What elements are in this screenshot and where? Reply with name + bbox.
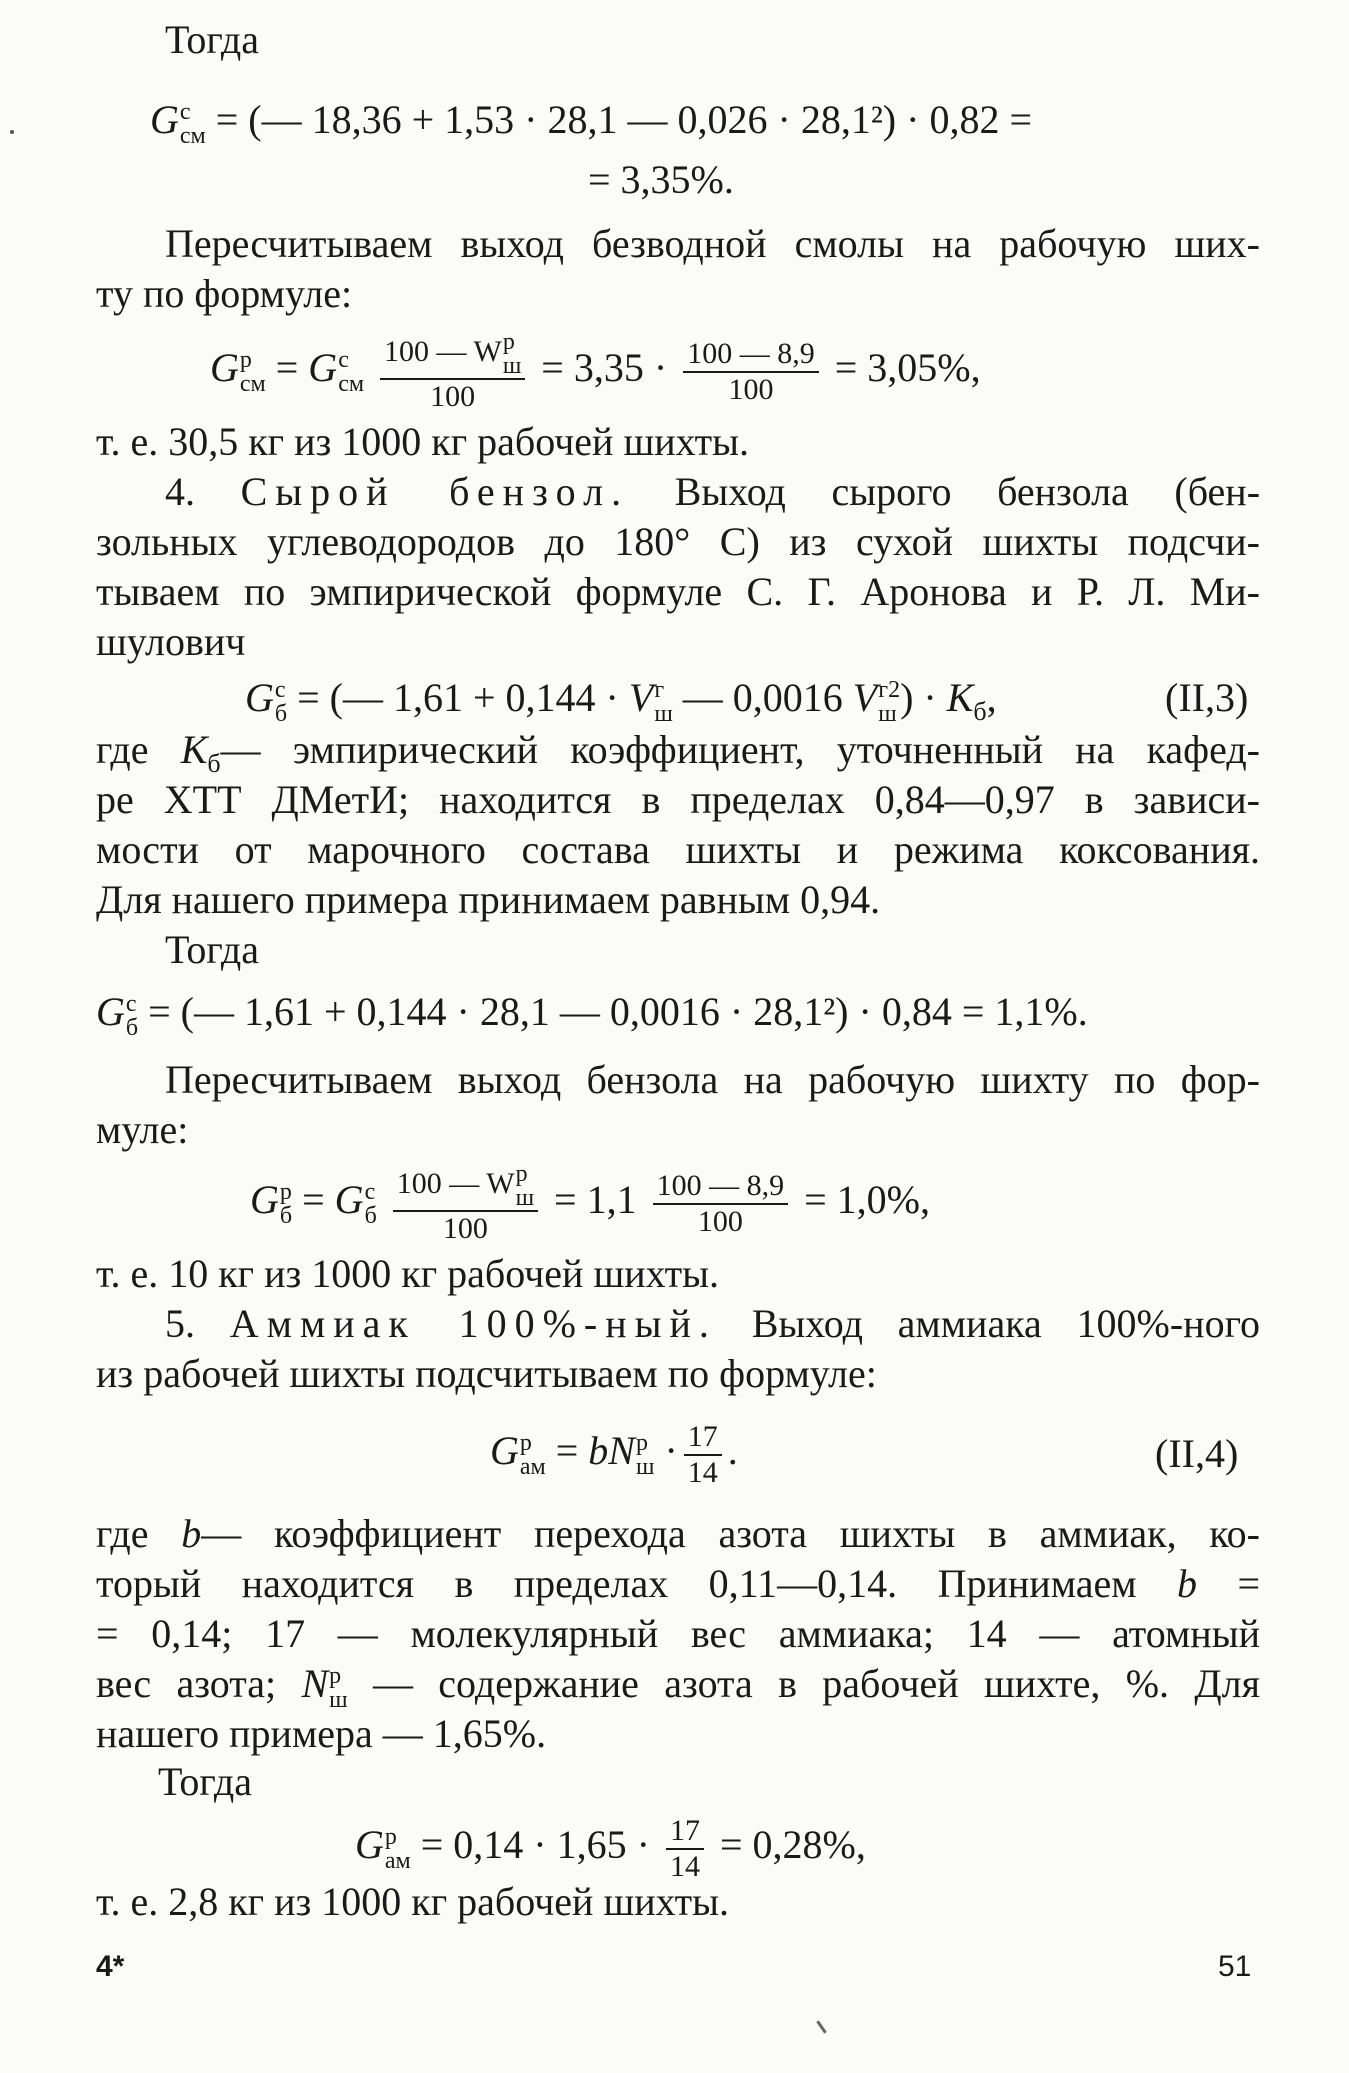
superscript: р (329, 1662, 342, 1689)
symbol-g: G (308, 344, 338, 390)
symbol-v: V (628, 675, 654, 720)
paragraph-line (96, 1662, 1260, 1712)
scan-speck (816, 2020, 826, 2033)
formula-tar-dry (150, 98, 1032, 148)
fraction (380, 330, 525, 414)
section-title: Аммиак 100%-ный. (229, 1301, 717, 1346)
fraction (683, 337, 819, 406)
superscript: с (179, 98, 191, 125)
subscript: б (207, 749, 221, 778)
section-number: 5. (165, 1301, 195, 1346)
numerator: 100 — 8,9 (687, 337, 815, 371)
formula-body: = (— 1,61 + 0,144 · 28,1 — 0,0016 · 28,1²) · 0,84 = 1,1%. (148, 989, 1088, 1034)
paragraph-text: где (96, 727, 149, 772)
subscript: б (274, 700, 288, 727)
denominator: 14 (684, 1454, 722, 1490)
formula-part: = (555, 1427, 579, 1473)
text-line: Тогда (158, 1759, 252, 1804)
superscript: р (519, 1429, 532, 1456)
symbol-g: G (355, 1821, 384, 1867)
paragraph-line: тываем по эмпирической формуле С. Г. Аронова и Р. Л. Ми- (96, 569, 1260, 614)
paragraph-line: ре ХТТ ДМетИ; находится в пределах 0,84—0,97 в зависи- (96, 777, 1260, 822)
formula-benzol-dry: G с б = (— 1,61 + 0,144 · V г ш — 0,0016 V г2 ш ) · $K_б$, (245, 675, 997, 727)
formula-result: = 3,35%. (588, 157, 734, 202)
superscript: р (239, 346, 252, 373)
superscript: с (125, 990, 137, 1017)
symbol-g: G (150, 97, 179, 142)
subscript: см (239, 370, 266, 397)
signature-mark: 4* (96, 1950, 125, 1983)
superscript: г (654, 676, 665, 703)
paragraph-line (96, 1512, 1260, 1557)
superscript: р (279, 1178, 292, 1205)
paragraph-text: торый находится в пределах 0,11—0,14. Принимаем (96, 1561, 1137, 1606)
superscript: р (635, 1429, 648, 1456)
numerator: 100 — 8,9 (656, 1169, 785, 1203)
paragraph-line: т. е. 30,5 кг из 1000 кг рабочей шихты. (96, 419, 750, 464)
formula-part: = 0,14 · 1,65 · (420, 1821, 650, 1867)
subscript: б (973, 697, 987, 726)
subscript: б (125, 1014, 139, 1041)
equation-number: (II,3) (1165, 675, 1249, 720)
symbol-k: K (946, 675, 974, 720)
subscript: б (279, 1202, 293, 1229)
formula-ammonia: G р ам = bN р ш · $\frac{17}{14}$ . (490, 1420, 738, 1489)
formula-part: = 1,0%, (804, 1176, 930, 1222)
text-line: Тогда (165, 927, 259, 972)
fraction (653, 1169, 789, 1238)
formula-tar-working: G р см = G с см 100 — W р ш 100 = 3,35 · $\frac{100 — 8,9}{100}$ = 3,05%, (210, 329, 981, 413)
section-heading-line (165, 1302, 1260, 1347)
numerator: 100 — W (396, 1166, 515, 1200)
superscript: г2 (878, 676, 901, 703)
section-heading-line (165, 470, 1260, 515)
symbol-b: b (181, 1511, 202, 1556)
paragraph-line: Для нашего примера принимаем равным 0,94. (96, 877, 881, 922)
symbol-g: G (245, 675, 274, 720)
paragraph-text: — содержание азота в рабочей шихте, %. Для (372, 1661, 1261, 1706)
paragraph-text: где (96, 1511, 149, 1556)
denominator: 100 (380, 378, 525, 414)
subscript: ш (329, 1686, 348, 1713)
fraction (684, 1420, 722, 1489)
paragraph-text: Выход сырого бензола (бен- (674, 469, 1261, 514)
formula-part: = 0,28%, (719, 1821, 866, 1867)
subscript: ш (654, 700, 673, 727)
symbol-g: G (334, 1176, 364, 1222)
paragraph-line: т. е. 10 кг из 1000 кг рабочей шихты. (96, 1251, 720, 1296)
symbol-n: N (608, 1427, 635, 1473)
formula-body: = (— 18,36 + 1,53 · 28,1 — 0,026 · 28,1²) · 0,82 = (215, 97, 1033, 142)
symbol-g: G (250, 1176, 279, 1222)
denominator: 100 (653, 1203, 789, 1239)
equation-number: (II,4) (1155, 1431, 1239, 1476)
formula-benzol-working: G р б = G с б 100 — W р ш 100 = 1,1 $\frac{100 — 8,9}{100}$ = 1,0%, (250, 1161, 930, 1245)
subscript: ш (515, 1185, 535, 1211)
paragraph-line: зольных углеводородов до 180° С) из сухой шихты подсчи- (96, 519, 1260, 564)
subscript: б (364, 1202, 377, 1229)
denominator: 100 (683, 371, 819, 407)
denominator: 14 (666, 1848, 704, 1884)
symbol-k: K (180, 727, 208, 772)
superscript: р (384, 1823, 397, 1850)
page-number: 51 (1218, 1950, 1252, 1983)
symbol-v: V (852, 675, 878, 720)
symbol-n: N (301, 1661, 329, 1706)
paragraph-text: Выход аммиака 100%-ного (751, 1301, 1260, 1346)
paragraph-line: нашего примера — 1,65%. (96, 1711, 547, 1756)
denominator: 100 (393, 1210, 538, 1246)
paragraph-line (96, 1562, 1260, 1607)
formula-part: = 1,1 (554, 1176, 637, 1222)
paragraph-line: т. е. 2,8 кг из 1000 кг рабочей шихты. (96, 1879, 730, 1924)
text-line: Тогда (165, 17, 259, 62)
paragraph-line: ту по формуле: (96, 271, 353, 316)
paragraph-line: Пересчитываем выход бензола на рабочую шихту по фор- (165, 1057, 1260, 1102)
subscript: ш (878, 700, 897, 727)
superscript: с (274, 676, 286, 703)
formula-ammonia-calc (355, 1814, 866, 1883)
paragraph-text: вес азота; (96, 1661, 277, 1706)
symbol-b: b (1177, 1561, 1198, 1606)
fraction (666, 1814, 704, 1883)
superscript: с (364, 1178, 376, 1205)
symbol-b: b (588, 1427, 609, 1473)
subscript: ам (384, 1847, 411, 1874)
subscript: ш (502, 353, 522, 379)
subscript: ам (519, 1453, 546, 1480)
formula-part: = 3,05%, (834, 344, 981, 390)
numerator: 17 (669, 1814, 700, 1847)
paragraph-line: мости от марочного состава шихты и режима коксования. (96, 827, 1260, 872)
formula-benzol-calc (96, 990, 1088, 1040)
paragraph-line: = 0,14; 17 — молекулярный вес аммиака; 14 — атомный (96, 1611, 1260, 1656)
superscript: с (338, 346, 349, 373)
paragraph-text: — эмпирический коэффициент, уточненный на кафед- (220, 727, 1260, 772)
paragraph-line: муле: (96, 1107, 189, 1152)
paragraph-line (96, 727, 1260, 778)
symbol-g: G (96, 989, 125, 1034)
superscript: р (515, 1161, 528, 1187)
paragraph-line: Пересчитываем выход безводной смолы на рабочую ших- (165, 221, 1260, 266)
paragraph-line: шулович (96, 619, 246, 664)
superscript: р (502, 329, 515, 355)
formula-part: = 3,35 · (541, 344, 668, 390)
formula-part: ) · (900, 675, 937, 720)
subscript: см (338, 370, 365, 397)
subscript: ш (635, 1453, 655, 1480)
paragraph-text: = (1237, 1561, 1261, 1606)
paragraph-text: — коэффициент перехода азота шихты в аммиак, ко- (201, 1511, 1261, 1556)
subscript: см (179, 122, 206, 149)
formula-part: = (— 1,61 + 0,144 · (297, 675, 619, 720)
scan-speck (10, 130, 14, 134)
numerator: 17 (687, 1420, 718, 1453)
paragraph-line: из рабочей шихты подсчитываем по формуле: (96, 1351, 877, 1396)
fraction (393, 1162, 538, 1246)
formula-part: — 0,0016 (682, 675, 843, 720)
symbol-g: G (490, 1427, 519, 1473)
symbol-g: G (210, 344, 239, 390)
numerator: 100 — W (384, 334, 502, 368)
section-number: 4. (165, 469, 195, 514)
section-title: Сырой бензол. (240, 469, 630, 514)
